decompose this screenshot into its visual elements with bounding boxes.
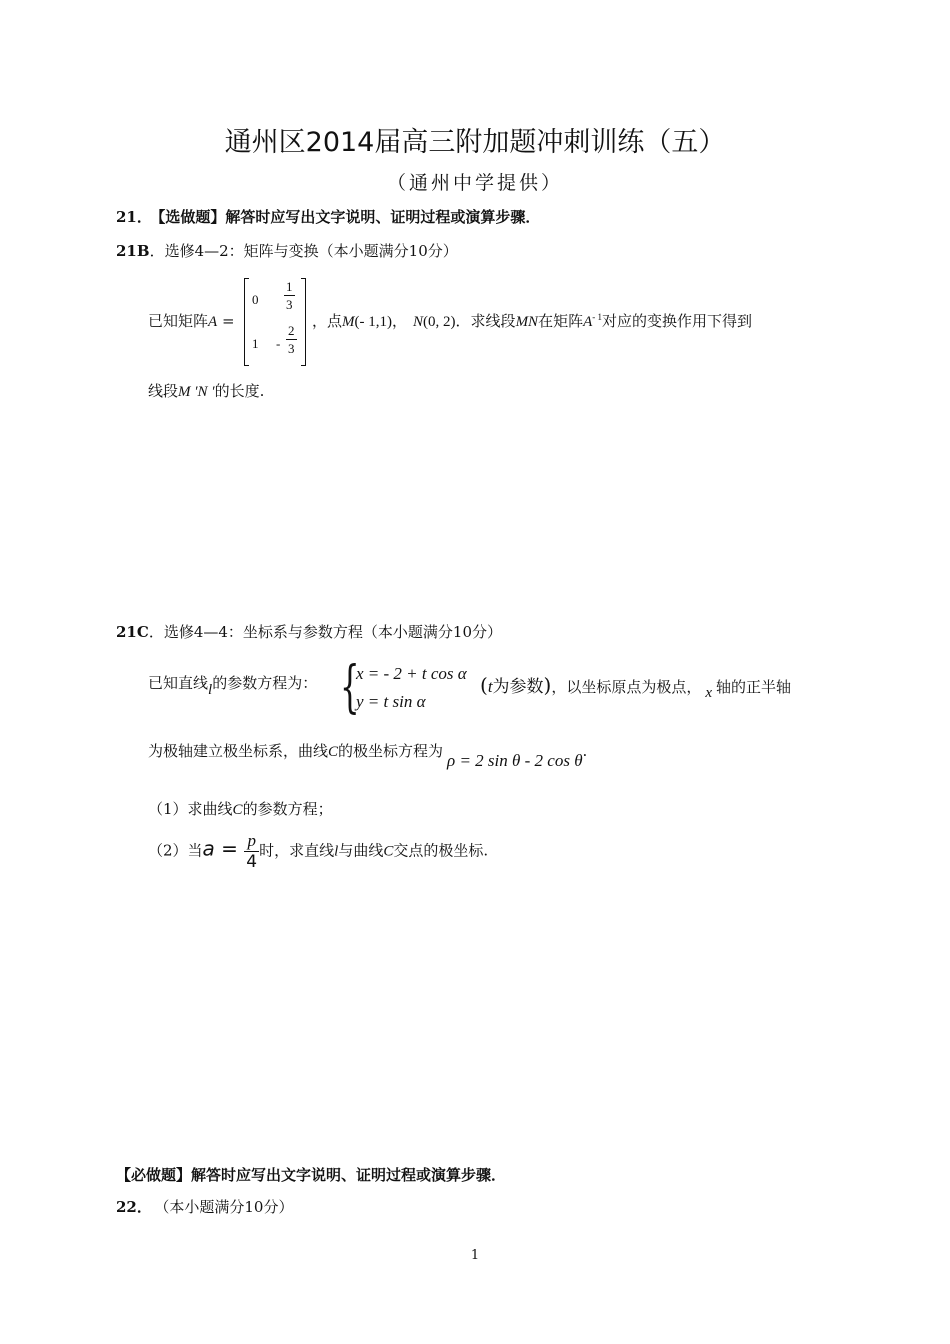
q21b-heading	[116, 240, 458, 261]
line2-post: 的长度.	[214, 382, 265, 400]
part2-mid2: 与曲线	[338, 841, 384, 860]
q21c-heading	[116, 621, 502, 642]
q21b-line2	[148, 380, 264, 401]
segment-text: ．求线段	[455, 312, 516, 330]
part2-c: C	[383, 843, 394, 860]
page-subtitle: （通州中学提供）	[386, 172, 563, 194]
line1-end: 轴的正半轴	[716, 678, 792, 696]
polar-period: .	[582, 742, 588, 760]
point-n: N	[413, 314, 424, 330]
part2-text: （2）当	[148, 841, 203, 860]
system-brace: {	[340, 655, 360, 720]
line2-pre: 为极轴建立极坐标系，曲线	[148, 742, 329, 760]
matrix-text: 在矩阵	[538, 312, 584, 330]
line1-pre: 已知直线	[148, 674, 209, 692]
matrix-a22-sign: -	[276, 336, 281, 351]
q22-heading	[116, 1196, 293, 1217]
param-t: t	[487, 677, 493, 696]
param-eq2: y = t sin α	[356, 692, 426, 711]
segment-mn: MN	[515, 314, 539, 330]
part1-end: 的参数方程；	[242, 800, 333, 818]
part2-end: 交点的极坐标.	[393, 841, 489, 860]
part2-mid: 时，求直线	[259, 841, 335, 860]
matrix-a11: 0	[252, 292, 259, 307]
q21c-line2	[148, 740, 588, 770]
q21-heading	[116, 206, 540, 227]
param-note: 为参数	[492, 677, 544, 697]
part2-frac	[244, 832, 259, 871]
matrix-a21: 1	[252, 336, 259, 351]
q21b-line1-rest	[312, 310, 752, 331]
part2-num: p	[244, 832, 259, 852]
param-eq1: x = - 2 + t cos α	[356, 664, 467, 683]
part2-den: 4	[246, 852, 258, 872]
q22-title: （本小题满分10分）	[161, 1198, 294, 1216]
segment-new: M ′N ′	[178, 384, 215, 400]
matrix-a22-den: 3	[288, 341, 295, 356]
matrix-left-bracket	[244, 278, 249, 366]
matrix-a22-num: 2	[288, 323, 295, 338]
inverse-sup: - 1	[592, 312, 602, 322]
q21b-label: 21B	[116, 242, 150, 260]
q21c-line1-start	[148, 672, 318, 698]
matrix-right-bracket	[301, 278, 306, 366]
inverse-matrix: A	[583, 314, 593, 330]
q21-heading-text: 【选做题】解答时应写出文字说明、证明过程或演算步骤．	[157, 208, 541, 226]
part2-var: a	[202, 836, 215, 861]
q21-number: 21．	[116, 208, 152, 226]
part1-c: C	[232, 802, 243, 818]
matrix-a	[244, 278, 306, 366]
point-m-coords: (- 1,1)	[354, 314, 393, 330]
point-m: M	[342, 314, 355, 330]
part1-text: （1）求曲线	[148, 800, 233, 818]
line-l: l	[208, 682, 213, 698]
q21c-line1-rest: (t为参数)，以坐标原点为极点， x 轴的正半轴	[480, 673, 792, 701]
line1-post: ，以坐标原点为极点，	[551, 678, 702, 696]
curve-c: C	[328, 744, 339, 760]
q21c-part1	[148, 798, 333, 819]
matrix-a12	[284, 280, 295, 311]
matrix-a12-num: 1	[286, 279, 293, 294]
matrix-a22	[286, 324, 297, 355]
q21b-tail: 对应的变换作用下得到	[602, 312, 753, 330]
q21b-line1-start	[148, 310, 235, 331]
matrix-a12-den: 3	[286, 297, 293, 312]
line2-pre: 线段	[148, 382, 179, 400]
q21b-intro: 已知矩阵	[148, 312, 209, 330]
q21c-label: 21C	[116, 623, 149, 641]
required-heading: 【必做题】解答时应写出文字说明、证明过程或演算步骤．	[116, 1166, 507, 1184]
page-number: 1	[470, 1248, 480, 1263]
page-title: 通州区2014届高三附加题冲刺训练（五）	[224, 127, 726, 158]
matrix-name: A	[208, 314, 218, 330]
point-n-coords: (0, 2)	[423, 314, 456, 330]
line2-mid: 的极坐标方程为	[338, 742, 444, 760]
line1-mid: 的参数方程为：	[212, 674, 318, 692]
comma: ，	[392, 312, 408, 330]
q21c-part2	[148, 832, 488, 871]
q21b-title: ．选修4—2：矩阵与变换（本小题满分10分）	[149, 242, 458, 260]
matrix-equals: =	[217, 312, 235, 330]
part2-eq: =	[214, 836, 245, 861]
polar-equation: ρ = 2 sin θ - 2 cos θ	[447, 751, 583, 770]
part2-l: l	[334, 843, 339, 860]
q21c-title: ．选修4—4：坐标系与参数方程（本小题满分10分）	[148, 623, 502, 641]
point-text: ，点	[312, 312, 343, 330]
q22-number: 22．	[116, 1198, 152, 1216]
axis-x: x	[705, 685, 713, 701]
